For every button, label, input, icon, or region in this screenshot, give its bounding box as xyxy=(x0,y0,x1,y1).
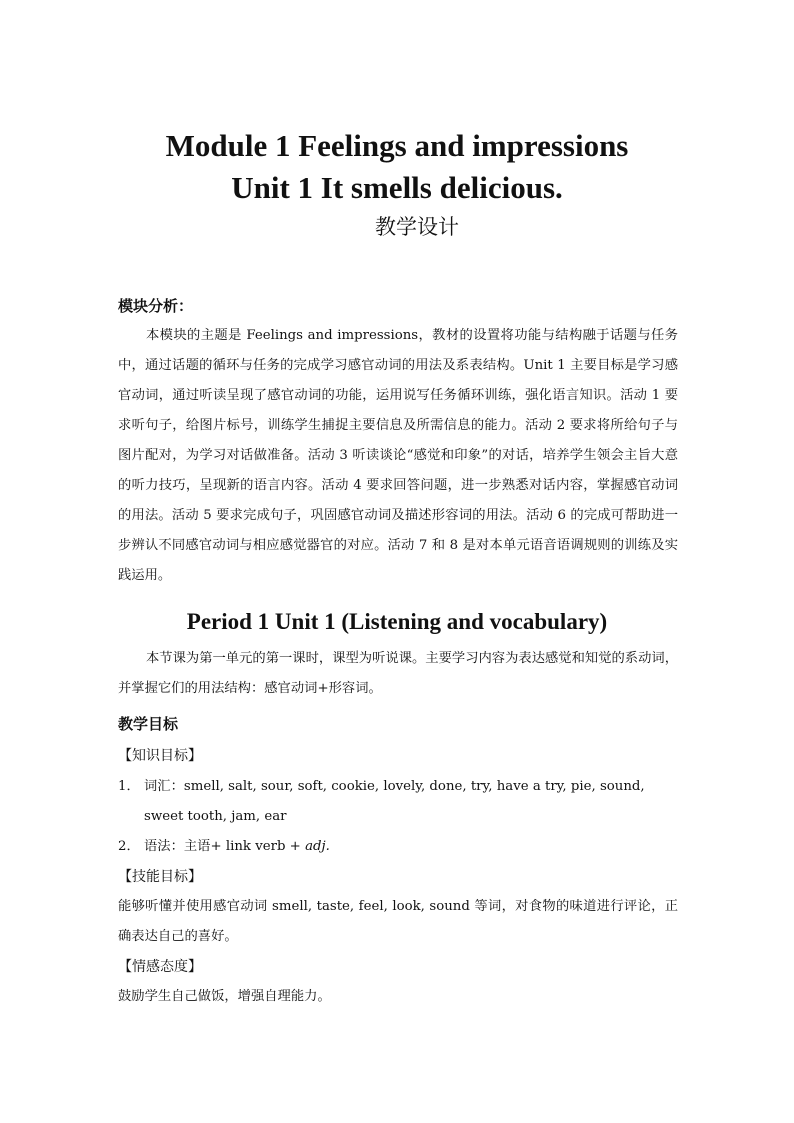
module-title: Module 1 Feelings and impressions xyxy=(165,128,629,163)
emotion-label: 【情感态度】 xyxy=(118,959,202,975)
unit-title: Unit 1 It smells delicious. xyxy=(231,170,563,205)
skill-label: 【技能目标】 xyxy=(118,869,202,885)
grammar-text xyxy=(144,832,678,862)
knowledge-label: 【知识目标】 xyxy=(118,748,202,764)
period-title: Period 1 Unit 1 (Listening and vocabulary) xyxy=(186,609,608,634)
document-subtitle: 教学设计 xyxy=(375,215,459,239)
module-analysis-text: 本模块的主题是 Feelings and impressions，教材的设置将功能与结构融于话题与任务中，通过话题的循环与任务的完成学习感官动词的用法及系表结构。Unit 1 主要目标是学习感官动词，通过听读呈现了感官动词的功能，运用说写任务循环训练，强化语言知识。活动 1 要求听句子，给图片标号，训练学生捕捉主要信息及所需信息的能力。活动 2 要求将所给句子与图片配对，为学习对话做准备。活动 3 听读谈论“感觉和印象”的对话，培养学生领会主旨大意的听力技巧，呈现新的语言内容。活动 4 要求回答问题，进一步熟悉对话内容，掌握感官动词的用法。活动 5 要求完成句子，巩固感官动词及描述形容词的用法。活动 6 的完成可帮助进一步辨认不同感官动词与相应感觉器官的对应。活动 7 和 8 是对本单元语音语调规则的训练及实践运用。 xyxy=(118,328,678,583)
vocabulary-text: 词汇：smell, salt, sour, soft, cookie, lovely, done, try, have a try, pie, sound, sweet tooth, jam, ear xyxy=(144,779,645,824)
period-section xyxy=(118,644,678,1012)
emotion-text: 鼓励学生自己做饭，增强自理能力。 xyxy=(118,989,331,1004)
objectives-heading: 教学目标 xyxy=(118,715,179,733)
grammar-adj: adj. xyxy=(305,839,330,854)
grammar-prefix: 语法：主语+ link verb + xyxy=(144,839,306,854)
list-item xyxy=(118,772,678,832)
module-analysis-section xyxy=(118,295,678,591)
list-item xyxy=(118,832,678,862)
period-intro: 本节课为第一单元的第一课时，课型为听说课。主要学习内容为表达感觉和知觉的系动词，并掌握它们的用法结构：感官动词+形容词。 xyxy=(118,651,678,696)
list-item-number: 1． xyxy=(118,779,140,794)
skill-text: 能够听懂并使用感官动词 smell, taste, feel, look, sound 等词，对食物的味道进行评论，正确表达自己的喜好。 xyxy=(118,899,678,944)
list-item-number: 2． xyxy=(118,839,140,854)
module-analysis-heading: 模块分析： xyxy=(118,297,194,315)
